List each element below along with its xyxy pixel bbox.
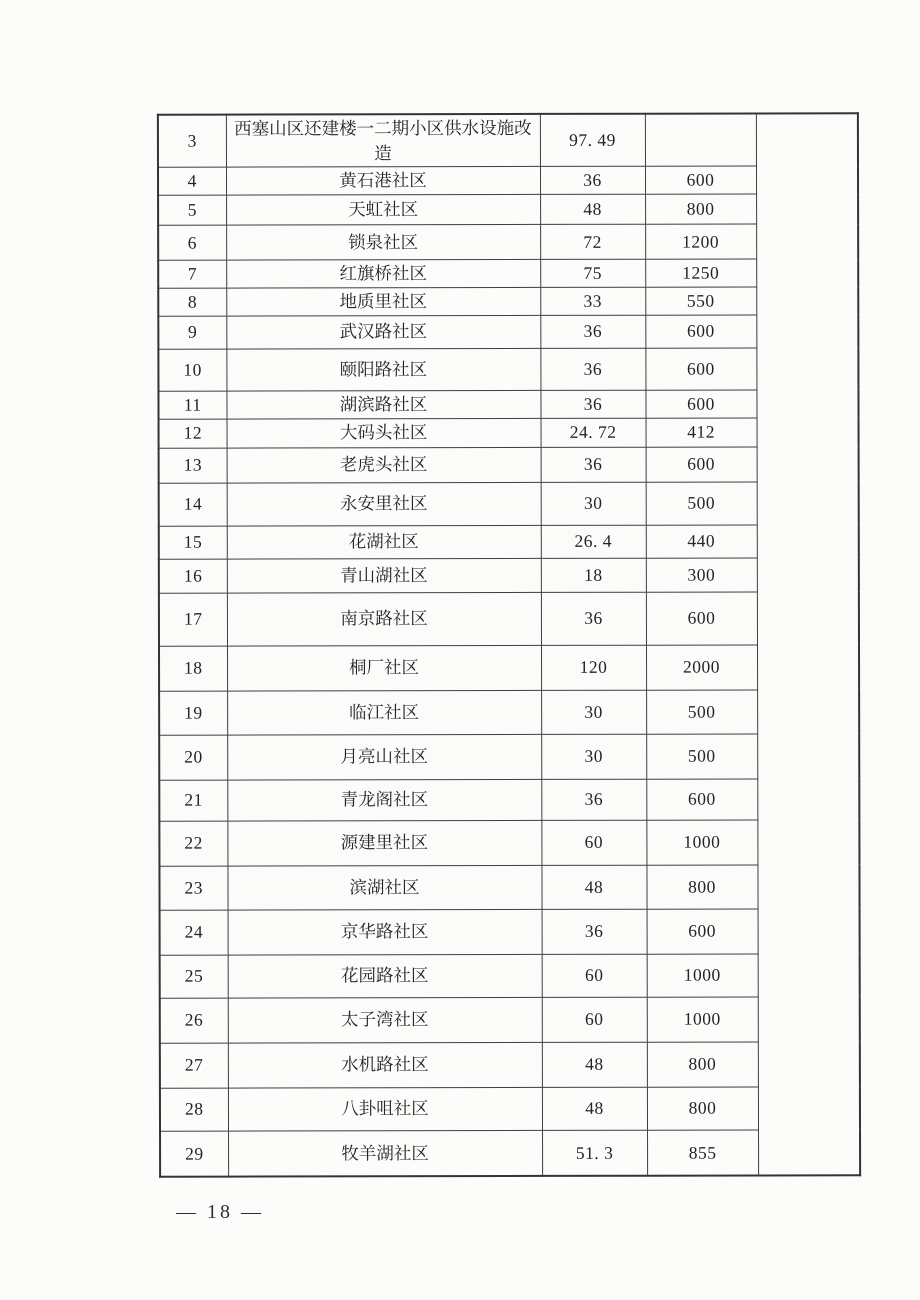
table-row bbox=[159, 819, 859, 865]
amount-cell: 18 bbox=[541, 558, 646, 592]
community-name-cell: 月亮山社区 bbox=[227, 734, 541, 780]
quantity-cell: 440 bbox=[646, 524, 757, 557]
quantity-cell: 600 bbox=[645, 389, 756, 417]
quantity-cell: 2000 bbox=[646, 644, 757, 689]
table-row bbox=[160, 908, 860, 954]
table-row bbox=[158, 166, 858, 195]
community-name-cell: 南京路社区 bbox=[227, 592, 541, 646]
quantity-cell: 1200 bbox=[645, 224, 756, 259]
amount-cell: 120 bbox=[541, 645, 646, 690]
quantity-cell: 500 bbox=[646, 689, 757, 733]
table-row bbox=[159, 644, 859, 690]
table-row bbox=[158, 224, 858, 260]
amount-cell: 36 bbox=[541, 447, 646, 482]
row-number-cell: 14 bbox=[159, 483, 227, 526]
amount-cell: 60 bbox=[541, 820, 646, 865]
community-name-cell: 八卦咀社区 bbox=[228, 1087, 542, 1131]
row-number-cell: 24 bbox=[160, 910, 228, 955]
row-number-cell: 26 bbox=[160, 998, 228, 1043]
quantity-cell: 500 bbox=[646, 733, 757, 778]
community-name-cell: 源建里社区 bbox=[227, 820, 541, 866]
table-row bbox=[160, 1129, 860, 1176]
row-number-cell: 5 bbox=[158, 195, 226, 225]
row-number-cell: 15 bbox=[159, 526, 227, 559]
row-number-cell: 8 bbox=[158, 288, 226, 316]
community-name-cell: 桐厂社区 bbox=[227, 645, 541, 691]
amount-cell: 48 bbox=[542, 1087, 647, 1130]
table-row bbox=[159, 689, 859, 734]
quantity-cell: 600 bbox=[645, 166, 756, 194]
community-name-cell: 锁泉社区 bbox=[226, 224, 540, 260]
community-name-cell: 武汉路社区 bbox=[226, 315, 540, 349]
row-number-cell: 18 bbox=[159, 646, 227, 691]
page-number: — 18 — bbox=[176, 1201, 264, 1223]
community-name-cell: 花湖社区 bbox=[227, 525, 541, 559]
table-row bbox=[159, 481, 859, 525]
table-row bbox=[158, 259, 858, 288]
row-number-cell: 28 bbox=[160, 1088, 228, 1131]
community-name-cell: 红旗桥社区 bbox=[226, 259, 540, 288]
amount-cell: 36 bbox=[540, 315, 645, 348]
amount-cell: 97. 49 bbox=[540, 114, 645, 167]
table-row bbox=[158, 287, 858, 316]
row-number-cell: 10 bbox=[158, 349, 226, 391]
row-number-cell: 27 bbox=[160, 1043, 228, 1088]
remarks-column-cell bbox=[756, 113, 860, 1175]
amount-cell: 36 bbox=[540, 348, 645, 390]
quantity-cell bbox=[645, 113, 756, 166]
community-name-cell: 天虹社区 bbox=[226, 194, 540, 225]
community-name-cell: 永安里社区 bbox=[227, 482, 541, 526]
row-number-cell: 25 bbox=[160, 955, 228, 998]
row-number-cell: 21 bbox=[159, 780, 227, 821]
amount-cell: 30 bbox=[541, 734, 646, 779]
row-number-cell: 4 bbox=[158, 167, 226, 195]
quantity-cell: 800 bbox=[647, 1086, 758, 1129]
row-number-cell: 7 bbox=[158, 260, 226, 288]
amount-cell: 75 bbox=[540, 259, 645, 287]
row-number-cell: 19 bbox=[159, 691, 227, 735]
amount-cell: 36 bbox=[542, 909, 647, 954]
community-name-cell: 老虎头社区 bbox=[227, 447, 541, 483]
table-row bbox=[159, 524, 859, 558]
community-name-cell: 地质里社区 bbox=[226, 287, 540, 315]
community-name-cell: 西塞山区还建楼一二期小区供水设施改造 bbox=[226, 114, 540, 167]
table-row bbox=[160, 996, 860, 1042]
quantity-cell: 600 bbox=[645, 347, 756, 389]
row-number-cell: 13 bbox=[159, 448, 227, 483]
table-row bbox=[158, 389, 858, 418]
amount-cell: 30 bbox=[541, 690, 646, 734]
quantity-cell: 600 bbox=[646, 591, 757, 644]
community-name-cell: 水机路社区 bbox=[228, 1042, 542, 1088]
amount-cell: 48 bbox=[542, 1042, 647, 1087]
quantity-cell: 800 bbox=[646, 864, 757, 908]
amount-cell: 33 bbox=[540, 287, 645, 315]
community-name-cell: 花园路社区 bbox=[228, 954, 542, 998]
table-row bbox=[159, 557, 859, 592]
row-number-cell: 29 bbox=[160, 1131, 228, 1177]
table-row bbox=[160, 1041, 860, 1087]
table-row bbox=[158, 314, 858, 348]
project-table bbox=[157, 112, 861, 1177]
community-name-cell: 湖滨路社区 bbox=[226, 390, 540, 419]
quantity-cell: 600 bbox=[645, 314, 756, 347]
amount-cell: 72 bbox=[540, 224, 645, 259]
row-number-cell: 6 bbox=[158, 225, 226, 260]
community-name-cell: 黄石港社区 bbox=[226, 166, 540, 195]
community-name-cell: 太子湾社区 bbox=[228, 997, 542, 1043]
table-row bbox=[159, 864, 859, 909]
row-number-cell: 16 bbox=[159, 559, 227, 593]
row-number-cell: 12 bbox=[159, 419, 227, 448]
quantity-cell: 1000 bbox=[646, 819, 757, 864]
amount-cell: 24. 72 bbox=[541, 418, 646, 447]
amount-cell: 36 bbox=[541, 592, 646, 645]
amount-cell: 30 bbox=[541, 482, 646, 525]
amount-cell: 36 bbox=[540, 390, 645, 418]
community-name-cell: 大码头社区 bbox=[227, 418, 541, 448]
table-row bbox=[159, 733, 859, 779]
table-row bbox=[158, 194, 858, 225]
table-row bbox=[160, 1086, 860, 1130]
quantity-cell: 412 bbox=[646, 417, 757, 446]
amount-cell: 26. 4 bbox=[541, 525, 646, 558]
quantity-cell: 500 bbox=[646, 481, 757, 524]
community-name-cell: 牧羊湖社区 bbox=[228, 1130, 542, 1177]
amount-cell: 36 bbox=[540, 166, 645, 194]
row-number-cell: 20 bbox=[159, 735, 227, 780]
quantity-cell: 600 bbox=[646, 446, 757, 481]
community-name-cell: 临江社区 bbox=[227, 690, 541, 735]
community-name-cell: 颐阳路社区 bbox=[226, 348, 540, 391]
table-row bbox=[159, 446, 859, 482]
row-number-cell: 17 bbox=[159, 593, 227, 646]
community-name-cell: 青龙阁社区 bbox=[227, 779, 541, 821]
quantity-cell: 800 bbox=[645, 194, 756, 224]
community-name-cell: 青山湖社区 bbox=[227, 558, 541, 593]
quantity-cell: 1250 bbox=[645, 259, 756, 287]
table-row bbox=[159, 591, 859, 645]
row-number-cell: 11 bbox=[158, 391, 226, 419]
amount-cell: 60 bbox=[542, 954, 647, 997]
quantity-cell: 1000 bbox=[647, 996, 758, 1041]
quantity-cell: 1000 bbox=[647, 953, 758, 996]
quantity-cell: 800 bbox=[647, 1041, 758, 1086]
amount-cell: 60 bbox=[542, 997, 647, 1042]
table-row bbox=[158, 347, 858, 390]
row-number-cell: 23 bbox=[159, 866, 227, 910]
row-number-cell: 9 bbox=[158, 316, 226, 349]
quantity-cell: 600 bbox=[646, 778, 757, 819]
row-number-cell: 22 bbox=[159, 821, 227, 866]
row-number-cell: 3 bbox=[158, 115, 226, 168]
amount-cell: 36 bbox=[541, 779, 646, 820]
table-row bbox=[158, 113, 858, 167]
table-body bbox=[158, 113, 860, 1176]
quantity-cell: 855 bbox=[647, 1129, 758, 1175]
table-row bbox=[159, 417, 859, 447]
amount-cell: 48 bbox=[541, 865, 646, 909]
quantity-cell: 600 bbox=[647, 908, 758, 953]
quantity-cell: 550 bbox=[645, 287, 756, 315]
community-name-cell: 滨湖社区 bbox=[227, 865, 541, 910]
quantity-cell: 300 bbox=[646, 557, 757, 591]
table-row bbox=[159, 778, 859, 820]
community-name-cell: 京华路社区 bbox=[228, 909, 542, 955]
amount-cell: 51. 3 bbox=[542, 1130, 647, 1176]
table-row bbox=[160, 953, 860, 997]
amount-cell: 48 bbox=[540, 194, 645, 224]
